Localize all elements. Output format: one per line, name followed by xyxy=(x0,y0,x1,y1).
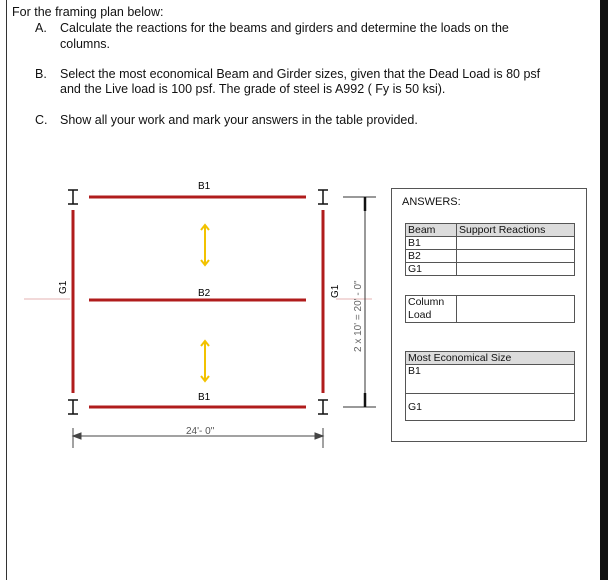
intro-text: For the framing plan below: xyxy=(12,5,164,19)
reactions-answer-cell[interactable] xyxy=(457,250,575,263)
label-girder-left: G1 xyxy=(58,280,69,294)
question-b-line2: and the Live load is 100 psf. The grade of steel is A992 ( Fy is 50 ksi). xyxy=(60,82,446,96)
reactions-header-beam: Beam xyxy=(406,224,457,237)
sizes-header-row xyxy=(406,352,575,365)
column-load-label-line1: Column xyxy=(408,296,445,308)
reactions-table xyxy=(405,223,575,276)
span-arrow-lower xyxy=(201,341,209,381)
sizes-table xyxy=(405,351,575,421)
reactions-row-label: B1 xyxy=(406,237,457,250)
column-symbol-top-left xyxy=(68,190,78,204)
column-load-answer-cell[interactable] xyxy=(457,296,575,323)
table-row xyxy=(406,237,575,250)
question-c-letter: C. xyxy=(35,113,48,127)
reactions-row-label: G1 xyxy=(406,263,457,276)
sizes-row-b1[interactable] xyxy=(406,365,575,394)
answers-box xyxy=(391,188,587,442)
reactions-header-row xyxy=(406,224,575,237)
reactions-row-label: B2 xyxy=(406,250,457,263)
column-symbol-top-right xyxy=(318,190,328,204)
label-beam-middle: B2 xyxy=(198,288,211,299)
column-symbol-bottom-right xyxy=(318,400,328,414)
reactions-answer-cell[interactable] xyxy=(457,263,575,276)
table-row xyxy=(406,365,575,394)
sizes-header: Most Economical Size xyxy=(406,352,575,365)
column-load-label xyxy=(406,296,457,323)
column-load-table xyxy=(405,295,575,323)
sizes-row-label: B1 xyxy=(408,365,421,377)
answers-title: ANSWERS: xyxy=(402,196,461,208)
table-row xyxy=(406,263,575,276)
question-a-letter: A. xyxy=(35,21,47,35)
label-beam-top: B1 xyxy=(198,181,211,192)
height-dimension-text: 2 x 10' = 20' - 0" xyxy=(353,280,364,352)
question-b-letter: B. xyxy=(35,67,47,81)
question-a-line2: columns. xyxy=(60,37,111,51)
column-load-label-line2: Load xyxy=(408,309,432,321)
span-arrow-upper xyxy=(201,225,209,265)
reactions-answer-cell[interactable] xyxy=(457,237,575,250)
width-dimension-text: 24'- 0" xyxy=(186,426,215,437)
table-row xyxy=(406,296,575,323)
table-row xyxy=(406,394,575,421)
question-b-line1: Select the most economical Beam and Girder sizes, given that the Dead Load is 80 psf xyxy=(60,67,541,81)
sizes-row-g1[interactable] xyxy=(406,394,575,421)
label-girder-right: G1 xyxy=(330,284,341,298)
reactions-header-support: Support Reactions xyxy=(457,224,575,237)
label-beam-bottom: B1 xyxy=(198,392,211,403)
question-c-line1: Show all your work and mark your answers in the table provided. xyxy=(60,113,418,127)
sizes-row-label: G1 xyxy=(408,401,423,413)
column-symbol-bottom-left xyxy=(68,400,78,414)
question-a-line1: Calculate the reactions for the beams and girders and determine the loads on the xyxy=(60,21,509,35)
table-row xyxy=(406,250,575,263)
